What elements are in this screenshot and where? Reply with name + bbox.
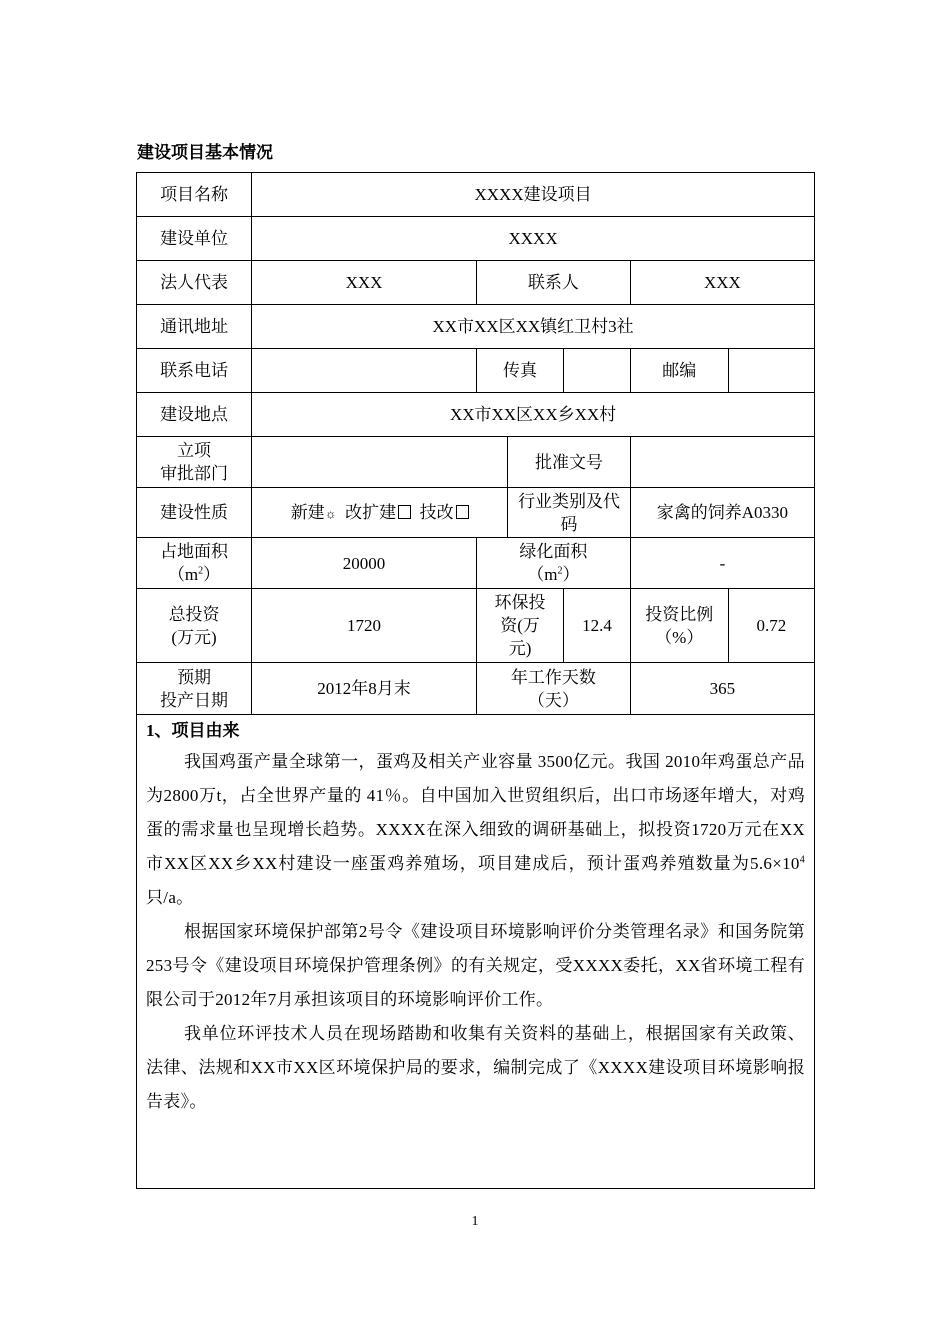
row-nature: [137, 488, 815, 538]
paragraph-2: 根据国家环境保护部第2号令《建设项目环境影响评价分类管理名录》和国务院第253号令《建设项目环境保护管理条例》的有关规定，受XXXX委托，XX省环境工程有限公司于2012年7月承担该项目的环境影响评价工作。: [146, 922, 805, 1009]
row-site: [137, 393, 815, 437]
area-label: 占地面积 $(m^2)$: [137, 538, 252, 589]
legal-rep-value: XXX: [252, 261, 477, 305]
address-label: 通讯地址: [137, 305, 252, 349]
builder-label: 建设单位: [137, 217, 252, 261]
opt-expand-label: 改扩建: [345, 502, 397, 522]
site-label: 建设地点: [137, 393, 252, 437]
approval-doc-label: 批准文号: [508, 437, 631, 488]
checkbox-empty-icon: [456, 505, 469, 519]
approval-value: [252, 437, 508, 488]
row-investment: [137, 589, 815, 663]
approval-doc-value: [630, 437, 814, 488]
area-value: 20000: [252, 538, 477, 589]
phone-label: 联系电话: [137, 349, 252, 393]
row-legal-rep: [137, 261, 815, 305]
work-days-value: 365: [630, 663, 814, 715]
paragraph-3: 我单位环评技术人员在现场踏勘和收集有关资料的基础上，根据国家有关政策、法律、法规和XX市XX区环境保护局的要求，编制完成了《XXXX建设项目环境影响报告表》。: [146, 1024, 805, 1111]
fax-label: 传真: [476, 349, 563, 393]
project-origin-section: [137, 715, 815, 1189]
row-address: [137, 305, 815, 349]
env-investment-label: 环保投 资(万 元): [476, 589, 563, 663]
ratio-value: 0.72: [728, 589, 814, 663]
postcode-label: 邮编: [630, 349, 728, 393]
site-value: XX市XX区XX乡XX村: [252, 393, 815, 437]
legal-rep-label: 法人代表: [137, 261, 252, 305]
approval-label-line2: 审批部门: [160, 464, 229, 483]
approval-label: [137, 437, 252, 488]
opt-tech-label: 技改: [419, 502, 454, 522]
contact-label: 联系人: [476, 261, 630, 305]
section-title: 1、项目由来: [146, 721, 240, 740]
project-name-label: 项目名称: [137, 173, 252, 217]
row-schedule: [137, 663, 815, 715]
area-label-line1: 占地面积: [160, 542, 229, 561]
contact-value: XXX: [630, 261, 814, 305]
industry-value: 家禽的饲养A0330: [630, 488, 814, 538]
nature-label: 建设性质: [137, 488, 252, 538]
builder-value: XXXX: [252, 217, 815, 261]
checked-gear-icon: ☼: [324, 505, 337, 521]
checkbox-empty-icon: [398, 505, 411, 519]
schedule-label: 预期 投产日期: [137, 663, 252, 715]
opt-new-label: 新建: [290, 502, 325, 522]
investment-label: 总投资 (万元): [137, 589, 252, 663]
phone-value: [252, 349, 477, 393]
work-days-label: 年工作天数 （天）: [476, 663, 630, 715]
address-value: XX市XX区XX镇红卫村3社: [252, 305, 815, 349]
row-area: [137, 538, 815, 589]
env-investment-value: 12.4: [564, 589, 631, 663]
row-builder: [137, 217, 815, 261]
page-number: 1: [471, 1214, 479, 1229]
row-project-origin: [137, 715, 815, 1189]
section-heading: 建设项目基本情况: [137, 143, 273, 162]
schedule-value: 2012年8月末: [252, 663, 477, 715]
investment-value: 1720: [252, 589, 477, 663]
row-phone: [137, 349, 815, 393]
project-name-value: XXXX建设项目: [252, 173, 815, 217]
fax-value: [564, 349, 631, 393]
ratio-label: 投资比例 （%）: [630, 589, 728, 663]
row-approval: [137, 437, 815, 488]
industry-label: 行业类别及代码: [508, 488, 631, 538]
green-area-value: -: [630, 538, 814, 589]
postcode-value: [728, 349, 814, 393]
paragraph-1: 我国鸡蛋产量全球第一，蛋鸡及相关产业容量 3500亿元。我国 2010年鸡蛋总产品为2800万t，占全世界产量的 41％。自中国加入世贸组织后，出口市场逐年增大，对鸡蛋的需求量也呈现增长趋势。XXXX在深入细致的调研基础上，拟投资1720万元在XX市XX区XX乡XX村建设一座蛋鸡养殖场，项目建成后，预计蛋鸡养殖数量为$5.6\times 10^4$只/a。: [146, 752, 805, 907]
row-project-name: [137, 173, 815, 217]
nature-options: [252, 488, 508, 538]
approval-label-line1: 立项: [177, 441, 212, 460]
basic-info-table: [136, 172, 815, 1189]
green-area-label: 绿化面积 $(m^2)$: [476, 538, 630, 589]
